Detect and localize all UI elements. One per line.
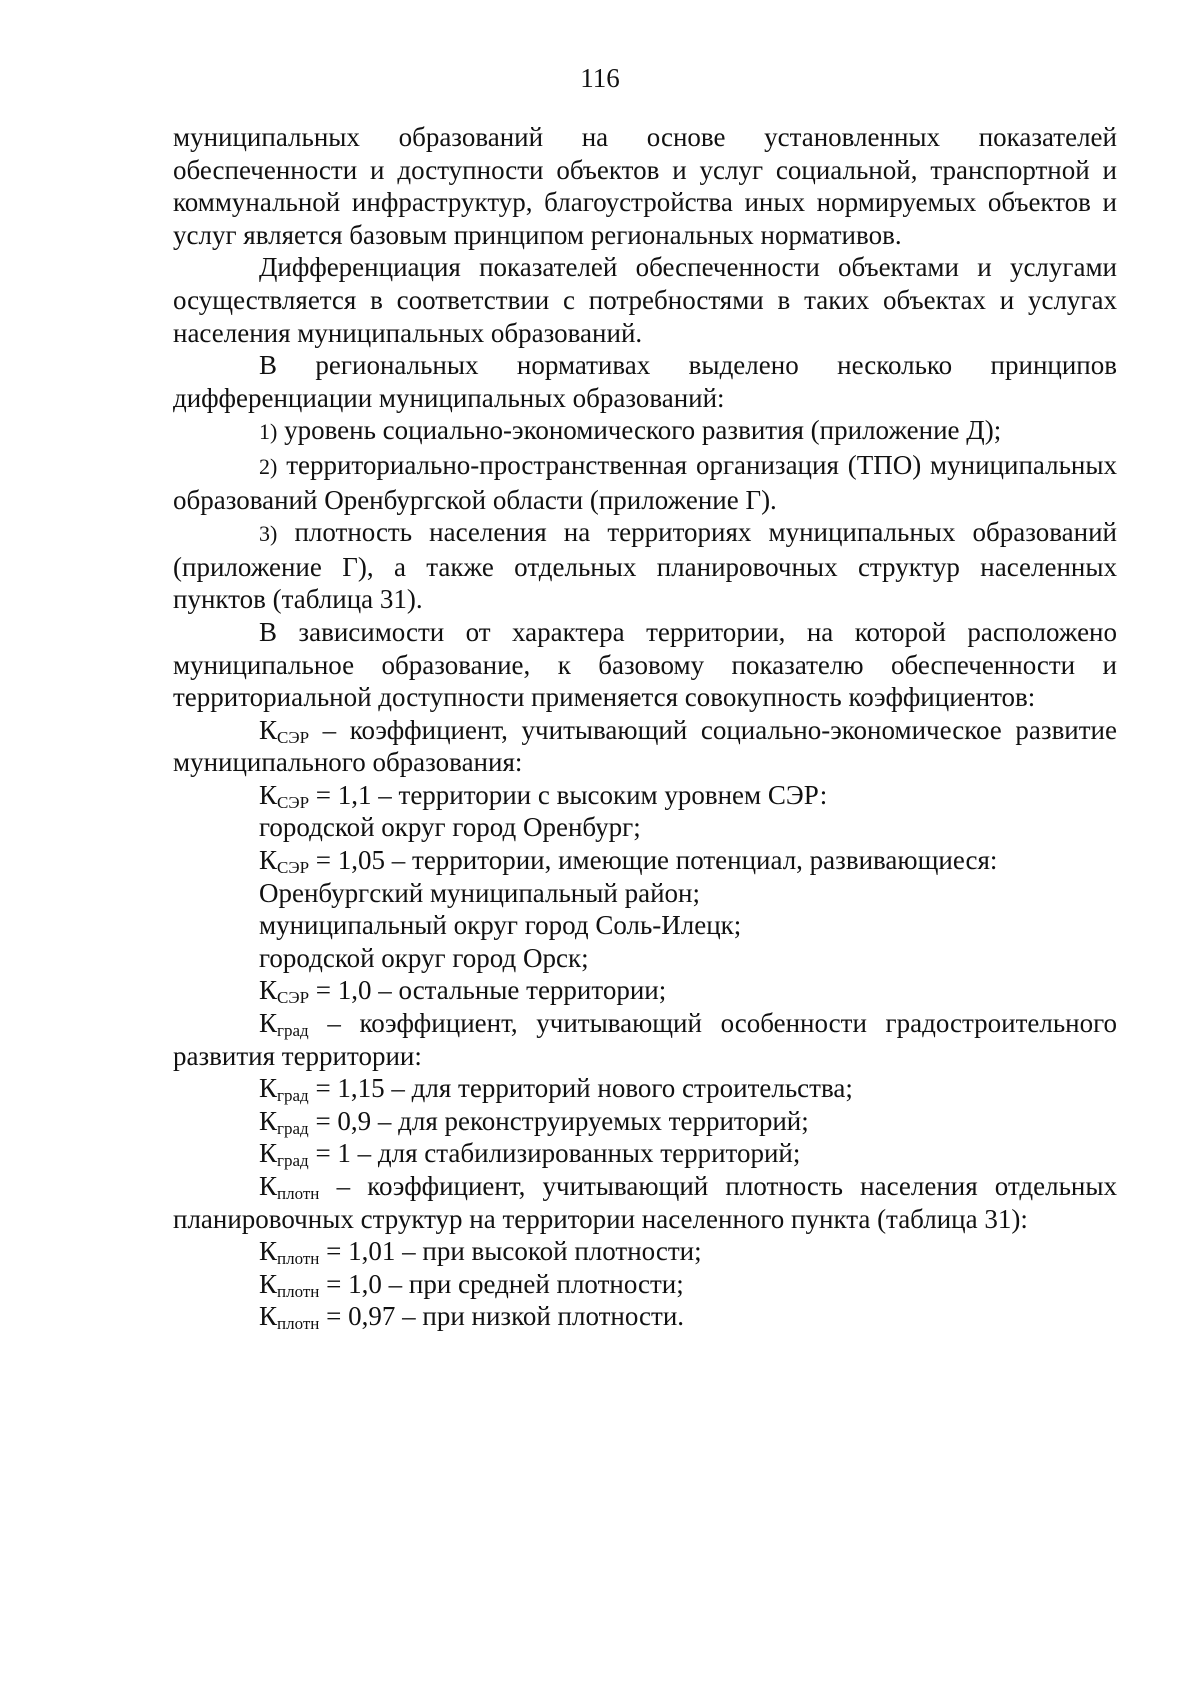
territory-item: городской округ город Орск; (259, 942, 589, 973)
coefficient-symbol: К (259, 714, 278, 745)
coefficient-value-kgrad-1: $К_{град} = 1,15$ – для территорий нового строительства; (259, 1073, 853, 1106)
coefficient-value-ksep-3: $К_{СЭР} = 1,0$ – остальные территории; (259, 975, 667, 1008)
territory-item: муниципальный округ город Соль-Илецк; (259, 910, 742, 941)
paragraph-principles-intro: В региональных нормативах выделено несколько принципов дифференциации муниципальных образований: (173, 350, 1117, 413)
list-item-number: 2) (259, 453, 278, 479)
territory-item: городской округ город Оренбург; (259, 812, 641, 843)
list-item-text: территориально-пространственная организация (ТПО) муниципальных образований Оренбургской области (приложение Г). (173, 449, 1117, 515)
document-body (173, 121, 1117, 1333)
coefficient-value-kgrad-3: $К_{град} = 1$ – для стабилизированных территорий; (259, 1138, 801, 1171)
coefficient-definition-ksep (173, 714, 1117, 779)
list-item (173, 449, 1117, 516)
coefficient-value-kgrad-2: $К_{град} = 0,9$ – для реконструируемых территорий; (259, 1105, 809, 1138)
coefficient-value-kplotn-1: $К_{плотн} = 1,01$ – при высокой плотности; (259, 1236, 702, 1269)
page-number: 116 (580, 63, 620, 93)
coefficient-subscript: СЭР (277, 727, 310, 747)
coefficient-value-kplotn-3: $К_{плотн} = 0,97$ – при низкой плотности. (259, 1301, 685, 1334)
list-item (173, 414, 1117, 449)
list-item-text: уровень социально-экономического развития (приложение Д); (284, 415, 1002, 446)
list-item (173, 516, 1117, 616)
paragraph-differentiation: Дифференциация показателей обеспеченности объектами и услугами осуществляется в соответствии с потребностями в таких объектах и услугах населения муниципальных образований. (173, 252, 1117, 348)
list-item-number: 1) (259, 419, 278, 445)
list-item-number: 3) (259, 521, 278, 547)
territory-item: Оренбургский муниципальный район; (259, 877, 700, 908)
paragraph-coefficients-intro: В зависимости от характера территории, на которой расположено муниципальное образование, к базовому показателю обеспеченности и территориальной доступности применяется совокупность коэффициентов: (173, 616, 1117, 713)
coefficient-definition-kplotn: $К_{плотн}$ – коэффициент, учитывающий плотность населения отдельных планировочных структур на территории населенного пункта (таблица 31): (173, 1171, 1117, 1234)
list-item-text: плотность населения на территориях муниципальных образований (приложение Г), а также отдельных планировочных структур населенных пунктов (таблица 31). (173, 517, 1118, 615)
coefficient-value-kplotn-2: $К_{плотн} = 1,0$ – при средней плотности; (259, 1268, 684, 1301)
paragraph-principle: муниципальных образований на основе установленных показателей обеспеченности и доступности объектов и услуг социальной, транспортной и коммунальной инфраструктур, благоустройства иных нормируемых объектов и услуг является базовым принципом региональных нормативов. (173, 122, 1117, 250)
coefficient-definition-kgrad: $К_{град}$ – коэффициент, учитывающий особенности градостроительного развития территории: (173, 1008, 1117, 1071)
coefficient-description: – коэффициент, учитывающий социально-экономическое развитие муниципального образования: (173, 714, 1117, 778)
coefficient-value-ksep-1: $К_{СЭР} = 1,1$ – территории с высоким уровнем СЭР: (259, 779, 828, 812)
coefficient-value-ksep-2: $К_{СЭР} = 1,05$ – территории, имеющие потенциал, развивающиеся: (259, 845, 998, 878)
